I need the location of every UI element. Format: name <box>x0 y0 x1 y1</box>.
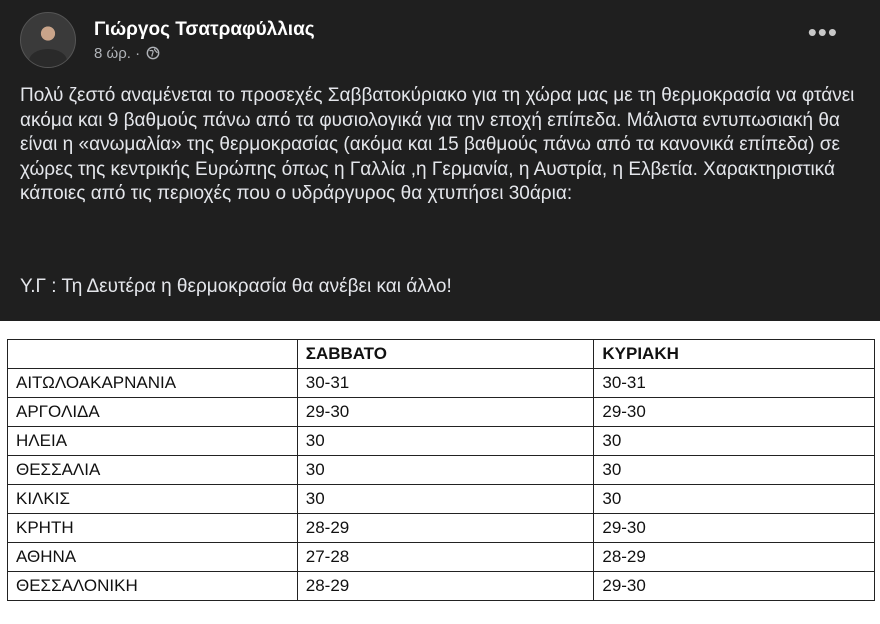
sunday-cell: 30-31 <box>594 369 875 398</box>
region-cell: ΑΙΤΩΛΟΑΚΑΡΝΑΝΙΑ <box>8 369 298 398</box>
table-row <box>8 456 875 485</box>
avatar[interactable] <box>20 12 76 68</box>
region-cell: ΚΙΛΚΙΣ <box>8 485 298 514</box>
saturday-cell: 28-29 <box>297 514 594 543</box>
region-cell: ΘΕΣΣΑΛΙΑ <box>8 456 298 485</box>
author-name[interactable]: Γιώργος Τσατραφύλλιας <box>94 18 315 40</box>
saturday-cell: 28-29 <box>297 572 594 601</box>
table-row <box>8 572 875 601</box>
table-row <box>8 427 875 456</box>
sunday-cell: 29-30 <box>594 398 875 427</box>
region-cell: ΘΕΣΣΑΛΟΝΙΚΗ <box>8 572 298 601</box>
temperature-table-image[interactable] <box>0 321 880 624</box>
post-text: Πολύ ζεστό αναμένεται το προσεχές Σαββατοκύριακο για τη χώρα μας με τη θερμοκρασία να φτάνει ακόμα και 9 βαθμούς πάνω από τα φυσιολογικά για την εποχή επίπεδα. Μάλιστα εντυπωσιακή θα είναι η «ανωμαλία» της θερμοκρασίας (ακόμα και 15 βαθμούς πάνω από τα κανονικά επίπεδα) σε χώρες της κεντρικής Ευρώπης όπως η Γαλλία ,η Γερμανία, η Αυστρία, η Ελβετία. Χαρακτηριστικά κάποιες από τις περιοχές που ο υδράργυρος θα χτυπήσει 30άρια: <box>20 85 855 205</box>
sunday-cell: 30 <box>594 485 875 514</box>
timestamp[interactable]: 8 ώρ. · <box>94 44 141 62</box>
table-header-cell: ΚΥΡΙΑΚΗ <box>594 340 875 369</box>
post-header <box>20 10 315 70</box>
table-row <box>8 398 875 427</box>
sunday-cell: 30 <box>594 427 875 456</box>
table-row <box>8 485 875 514</box>
region-cell: ΗΛΕΙΑ <box>8 427 298 456</box>
region-cell: ΚΡΗΤΗ <box>8 514 298 543</box>
region-cell: ΑΡΓΟΛΙΔΑ <box>8 398 298 427</box>
temperature-table <box>7 339 875 601</box>
table-row <box>8 543 875 572</box>
table-header-row <box>8 340 875 369</box>
sunday-cell: 28-29 <box>594 543 875 572</box>
table-header-cell <box>8 340 298 369</box>
post-ps: Υ.Γ : Τη Δευτέρα η θερμοκρασία θα ανέβει και άλλο! <box>20 276 452 297</box>
post-body <box>20 84 865 207</box>
more-options-icon[interactable]: ••• <box>807 17 838 47</box>
post-meta <box>94 19 315 62</box>
globe-icon <box>146 46 160 60</box>
sunday-cell: 29-30 <box>594 572 875 601</box>
saturday-cell: 30 <box>297 427 594 456</box>
sunday-cell: 29-30 <box>594 514 875 543</box>
saturday-cell: 30 <box>297 485 594 514</box>
sunday-cell: 30 <box>594 456 875 485</box>
saturday-cell: 29-30 <box>297 398 594 427</box>
region-cell: ΑΘΗΝΑ <box>8 543 298 572</box>
saturday-cell: 30-31 <box>297 369 594 398</box>
table-header-cell: ΣΑΒΒΑΤΟ <box>297 340 594 369</box>
timestamp-row <box>94 45 315 62</box>
saturday-cell: 27-28 <box>297 543 594 572</box>
table-row <box>8 514 875 543</box>
table-row <box>8 369 875 398</box>
saturday-cell: 30 <box>297 456 594 485</box>
